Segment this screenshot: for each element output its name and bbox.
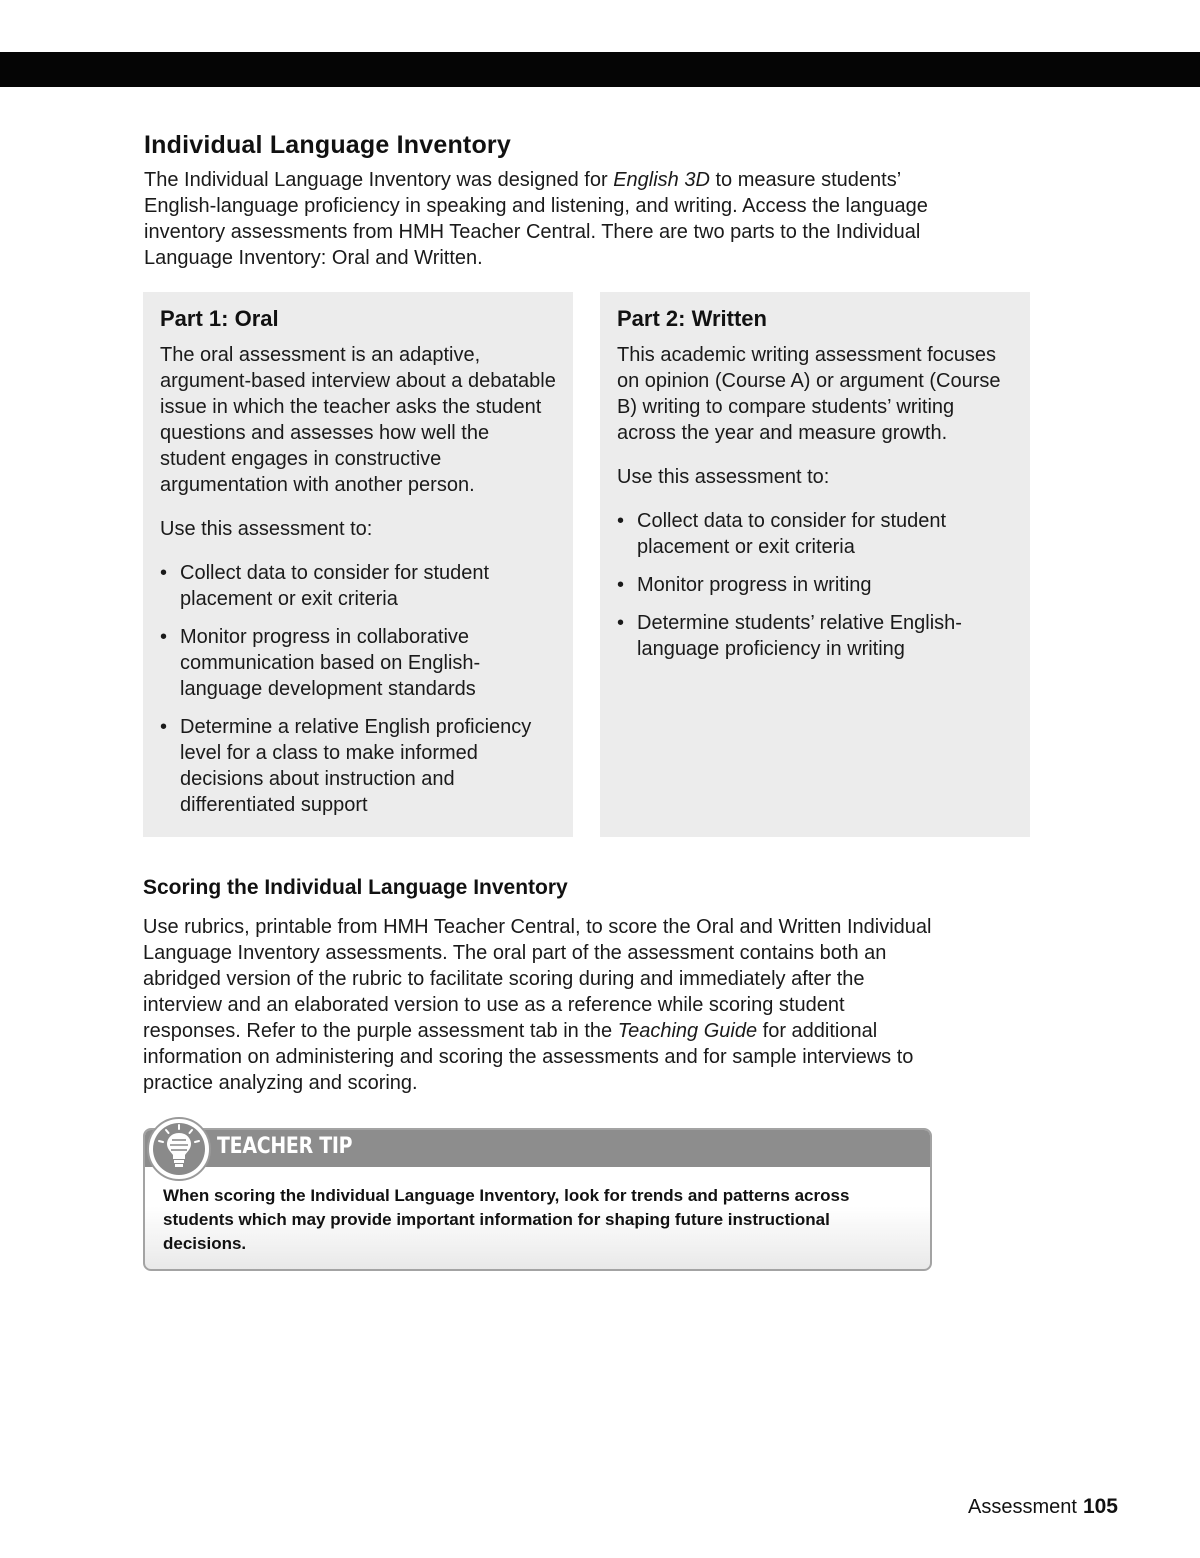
teacher-tip-box [143,1128,932,1271]
list-item: • Determine a relative English proficiency level for a class to make informed decisions about instruction and differentiated support [160,716,532,816]
bullet-icon: • [617,612,625,634]
scoring-paragraph: Use rubrics, printable from HMH Teacher Central, to score the Oral and Written Individual Language Inventory assessments. The oral part of the assessment contains both an abridged version of the rubric to facilitate scoring during and immediately after the interview and an elaborated version to use as a reference while scoring student responses. Refer to the purple assessment tab in the Teaching Guide for additional information on administering and scoring the assessments and for sample interviews to practice analyzing and scoring. [143,916,932,1094]
part2-use-label: Use this assessment to: [617,466,830,488]
part1-use-label: Use this assessment to: [160,518,373,540]
teacher-tip-title: TEACHER TIP [217,1134,353,1159]
footer-section-label: Assessment [968,1496,1077,1518]
list-item: • Monitor progress in writing [617,574,872,596]
list-item: • Collect data to consider for student placement or exit criteria [160,562,490,610]
bullet-icon: • [160,562,168,584]
teacher-tip-body: When scoring the Individual Language Inventory, look for trends and patterns across students which may provide important information for shaping future instructional decisions. [163,1186,850,1253]
part1-description: The oral assessment is an adaptive, argument-based interview about a debatable issue in which the teacher asks the student questions and assesses how well the student engages in constructive argumentation with another person. [160,344,556,496]
part2-title: Part 2: Written [617,306,767,331]
bullet-icon: • [617,574,625,596]
page-number: 105 [1082,1495,1118,1518]
part2-panel [600,292,1030,837]
header-bar [0,52,1200,87]
part1-bullet-list [160,560,556,818]
lightbulb-icon [146,1116,212,1182]
page-title: Individual Language Inventory [144,131,511,159]
page-footer [968,1495,1118,1519]
part2-description: This academic writing assessment focuses on opinion (Course A) or argument (Course B) writing to compare students’ writing across the year and measure growth. [617,344,1001,444]
part2-bullet-list [617,508,1013,662]
list-item: • Collect data to consider for student placement or exit criteria [617,510,947,558]
part1-title: Part 1: Oral [160,306,279,331]
list-item: • Determine students’ relative English-language proficiency in writing [617,612,962,660]
bullet-icon: • [617,510,625,532]
bullet-icon: • [160,626,168,648]
scoring-heading: Scoring the Individual Language Inventory [143,876,568,899]
bullet-icon: • [160,716,168,738]
intro-paragraph: The Individual Language Inventory was designed for English 3D to measure students’ English-language proficiency in speaking and listening, and writing. Access the language inventory assessments from HMH Teacher Central. There are two parts to the Individual Language Inventory: Oral and Written. [144,169,928,269]
teacher-tip-header [145,1130,930,1167]
list-item: • Monitor progress in collaborative communication based on English-language development standards [160,626,481,700]
part1-panel [143,292,573,837]
